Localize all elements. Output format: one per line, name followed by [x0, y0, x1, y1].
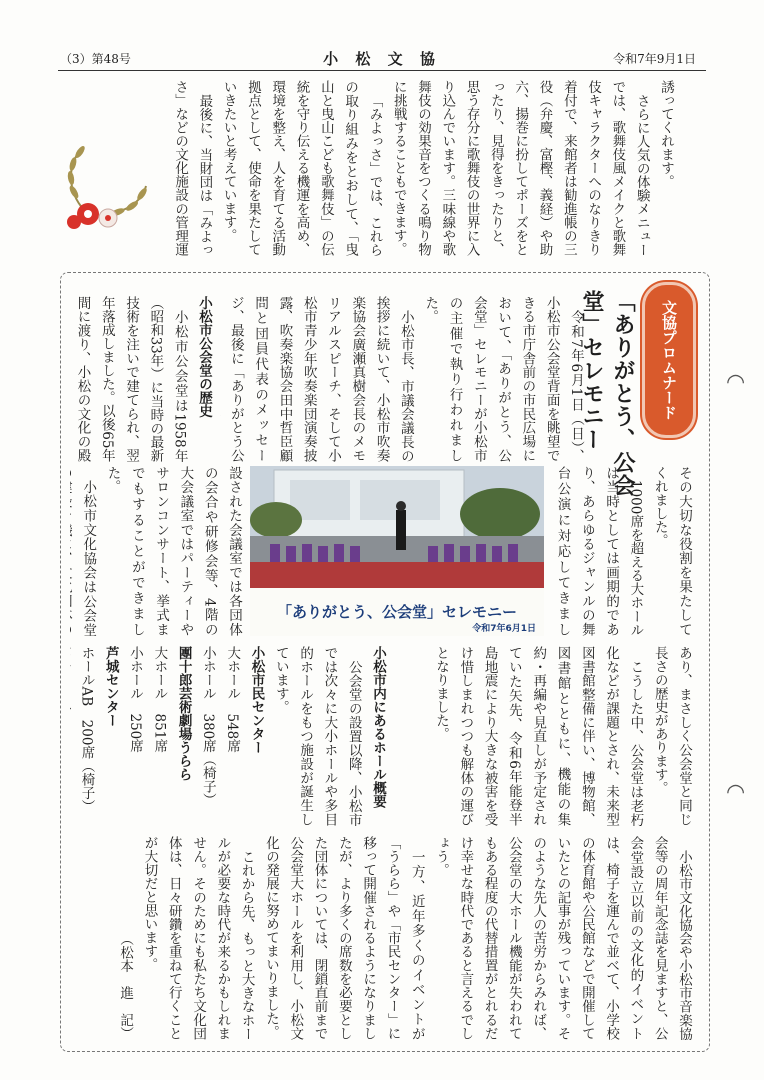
history-heading: 小松市公会堂の歴史: [196, 296, 212, 418]
top-paragraph: 「みよっさ」では、これらの取り組みをとおして、「曳山と曳山こども歌舞伎」の伝統を守り伝える機運を高め、環境を整え、人を育てる活動拠点として、使命を果たしていきたいと考えています。: [220, 80, 383, 256]
feature-paragraph: 小松市文化協会や小松市音楽協会等の周年記念誌を見ますと、公会堂設立以前の文化的イベントは、椅子を運んで並べて、小学校の体育館や公民館などで開催していたとの記事が残っています。そのような先人の苦労からみれば、公会堂の大ホール機能が失われてもある程度の代替措置がとれるだけ幸せな時代であると言えるでしょう。: [433, 836, 692, 1040]
hall-room: 大ホール 851席: [151, 646, 168, 753]
ceremony-photo: [250, 466, 544, 636]
halls-heading: 小松市内にあるホール概要: [370, 646, 386, 808]
photo-caption: 「ありがとう、公会堂」セレモニー: [276, 603, 517, 621]
issue-date: 令和7年9月1日: [613, 52, 696, 66]
feature-paragraph: 小松市公会堂は1958年（昭和33年）に当時の最新技術を注いで建てられ、翌年落成しました。以後65年間に渡り、小松の文化の殿: [74, 296, 188, 462]
feature-paragraph: あり、まさしく公会堂と同じ長さの歴史があります。: [651, 646, 692, 826]
halls-intro: 公会堂の設置以降、小松市では次々に大小ホールや多目的ホールをもつ施設が誕生しています。: [272, 646, 362, 826]
signature: （松本 進 記）: [117, 932, 134, 1040]
issue-number: （3）第48号: [60, 52, 131, 66]
hall-name: 團十郎芸術劇場うらら: [175, 646, 192, 781]
feature-paragraph: その大切な役割を果たしてくれました。: [651, 466, 692, 636]
feature-paragraph: 小松市文化協会は公会堂: [80, 479, 97, 636]
hall-room: 大ホール 548席: [224, 646, 241, 753]
feature-column-2: [548, 466, 696, 636]
feature-paragraph: 一方、近年多くのイベントが「うらら」や「市民センター」に移って開催されるようになりましたが、より多くの席数を必要とした団体については、閉鎖直前まで公会堂大ホールを利用し、小松文化の発展に努めてまいりました。: [262, 836, 425, 1040]
scroll-mark-icon: ◠: [726, 780, 746, 805]
hall-name: 小松市民センター: [248, 646, 265, 754]
hall-name: 芦城センター: [102, 646, 119, 727]
promenade-badge: [642, 282, 696, 438]
feature-column-4: [70, 836, 696, 1040]
scroll-mark-icon: ◠: [726, 370, 746, 395]
hall-room: 小ホール 250席: [127, 646, 144, 753]
feature-paragraph: 設された会議室では各団体の会合や研修会等、4階の大会議室ではパーティーやサロンコンサート、挙式までもすることができました。: [104, 466, 242, 636]
hall-room: 小ホール 380席（椅子）: [199, 646, 216, 807]
top-paragraph: 最後に、当財団は「みよっさ」などの文化施設の管理運: [172, 80, 213, 256]
top-paragraph: 誘ってくれます。: [658, 80, 674, 188]
page-header: [0, 0, 764, 72]
feature-paragraph: 小松市長、市議会議長の挨拶に続いて、小松市吹奏楽協会廣瀬真樹会長のメモリアルスピーチ、そして小松市青少年吹奏楽団演奏披露、吹奏楽協会田中哲臣顧問と団員代表のメッセージ、最後に「ありがとう公: [227, 296, 414, 462]
wreath-decoration-icon: [62, 132, 150, 232]
feature-column-2b: [70, 466, 246, 636]
feature-paragraph: これから先、もっと大きなホールが必要な時代が来るかもしれません。そのためにも私たち文化団体は、日々研鑽を重ねて行くことが大切だと思います。: [141, 836, 255, 1040]
hall-room: ホールAB 200席（椅子）: [78, 646, 95, 813]
badge-label: 文協プロムナード: [660, 300, 678, 420]
header-rule: [58, 70, 706, 71]
feature-column-1: [220, 296, 588, 462]
top-paragraph: さらに人気の体験メニューでは、歌舞伎風メイクと歌舞伎キャラクターへのなりきり着付で、来館者は勧進帳の三役（弁慶、富樫、義経）や助六、揚巻に扮してポーズをとったり、見得をきったりと、思う存分に歌舞伎の世界に入り込んでいます。三味線や歌舞伎の効果音をつくる鳴り物に挑戦することもできます。: [390, 80, 650, 256]
feature-paragraph: 令和7年6月1日（日）、小松市公会堂背面を眺望できる市庁舎前の市民広場において、「ありがとう、公会堂」セレモニーが小松市の主催で執り行われました。: [422, 296, 584, 462]
feature-paragraph: 1000席を超える大ホールは当時としては画期的であり、あらゆるジャンルの舞台公演に対応してきまし: [554, 466, 644, 636]
feature-title: 「ありがとう、公会堂」セレモニー: [579, 290, 635, 497]
top-article: [170, 80, 678, 256]
photo-date: 令和7年6月1日: [472, 624, 536, 634]
history-section: [70, 296, 216, 462]
halls-section: [70, 646, 390, 826]
publication-title: 小 松 文 協: [323, 50, 441, 68]
feature-column-3: [394, 646, 696, 826]
feature-paragraph: こうした中、公会堂は老朽化などが課題とされ、未来型図書館整備に伴い、博物館、図書館とともに、機能の集約・再編や見直しが予定されていた矢先、令和6年能登半島地震により大きな被害を受け惜しまれつつも解体の運びとなりました。: [433, 646, 644, 826]
